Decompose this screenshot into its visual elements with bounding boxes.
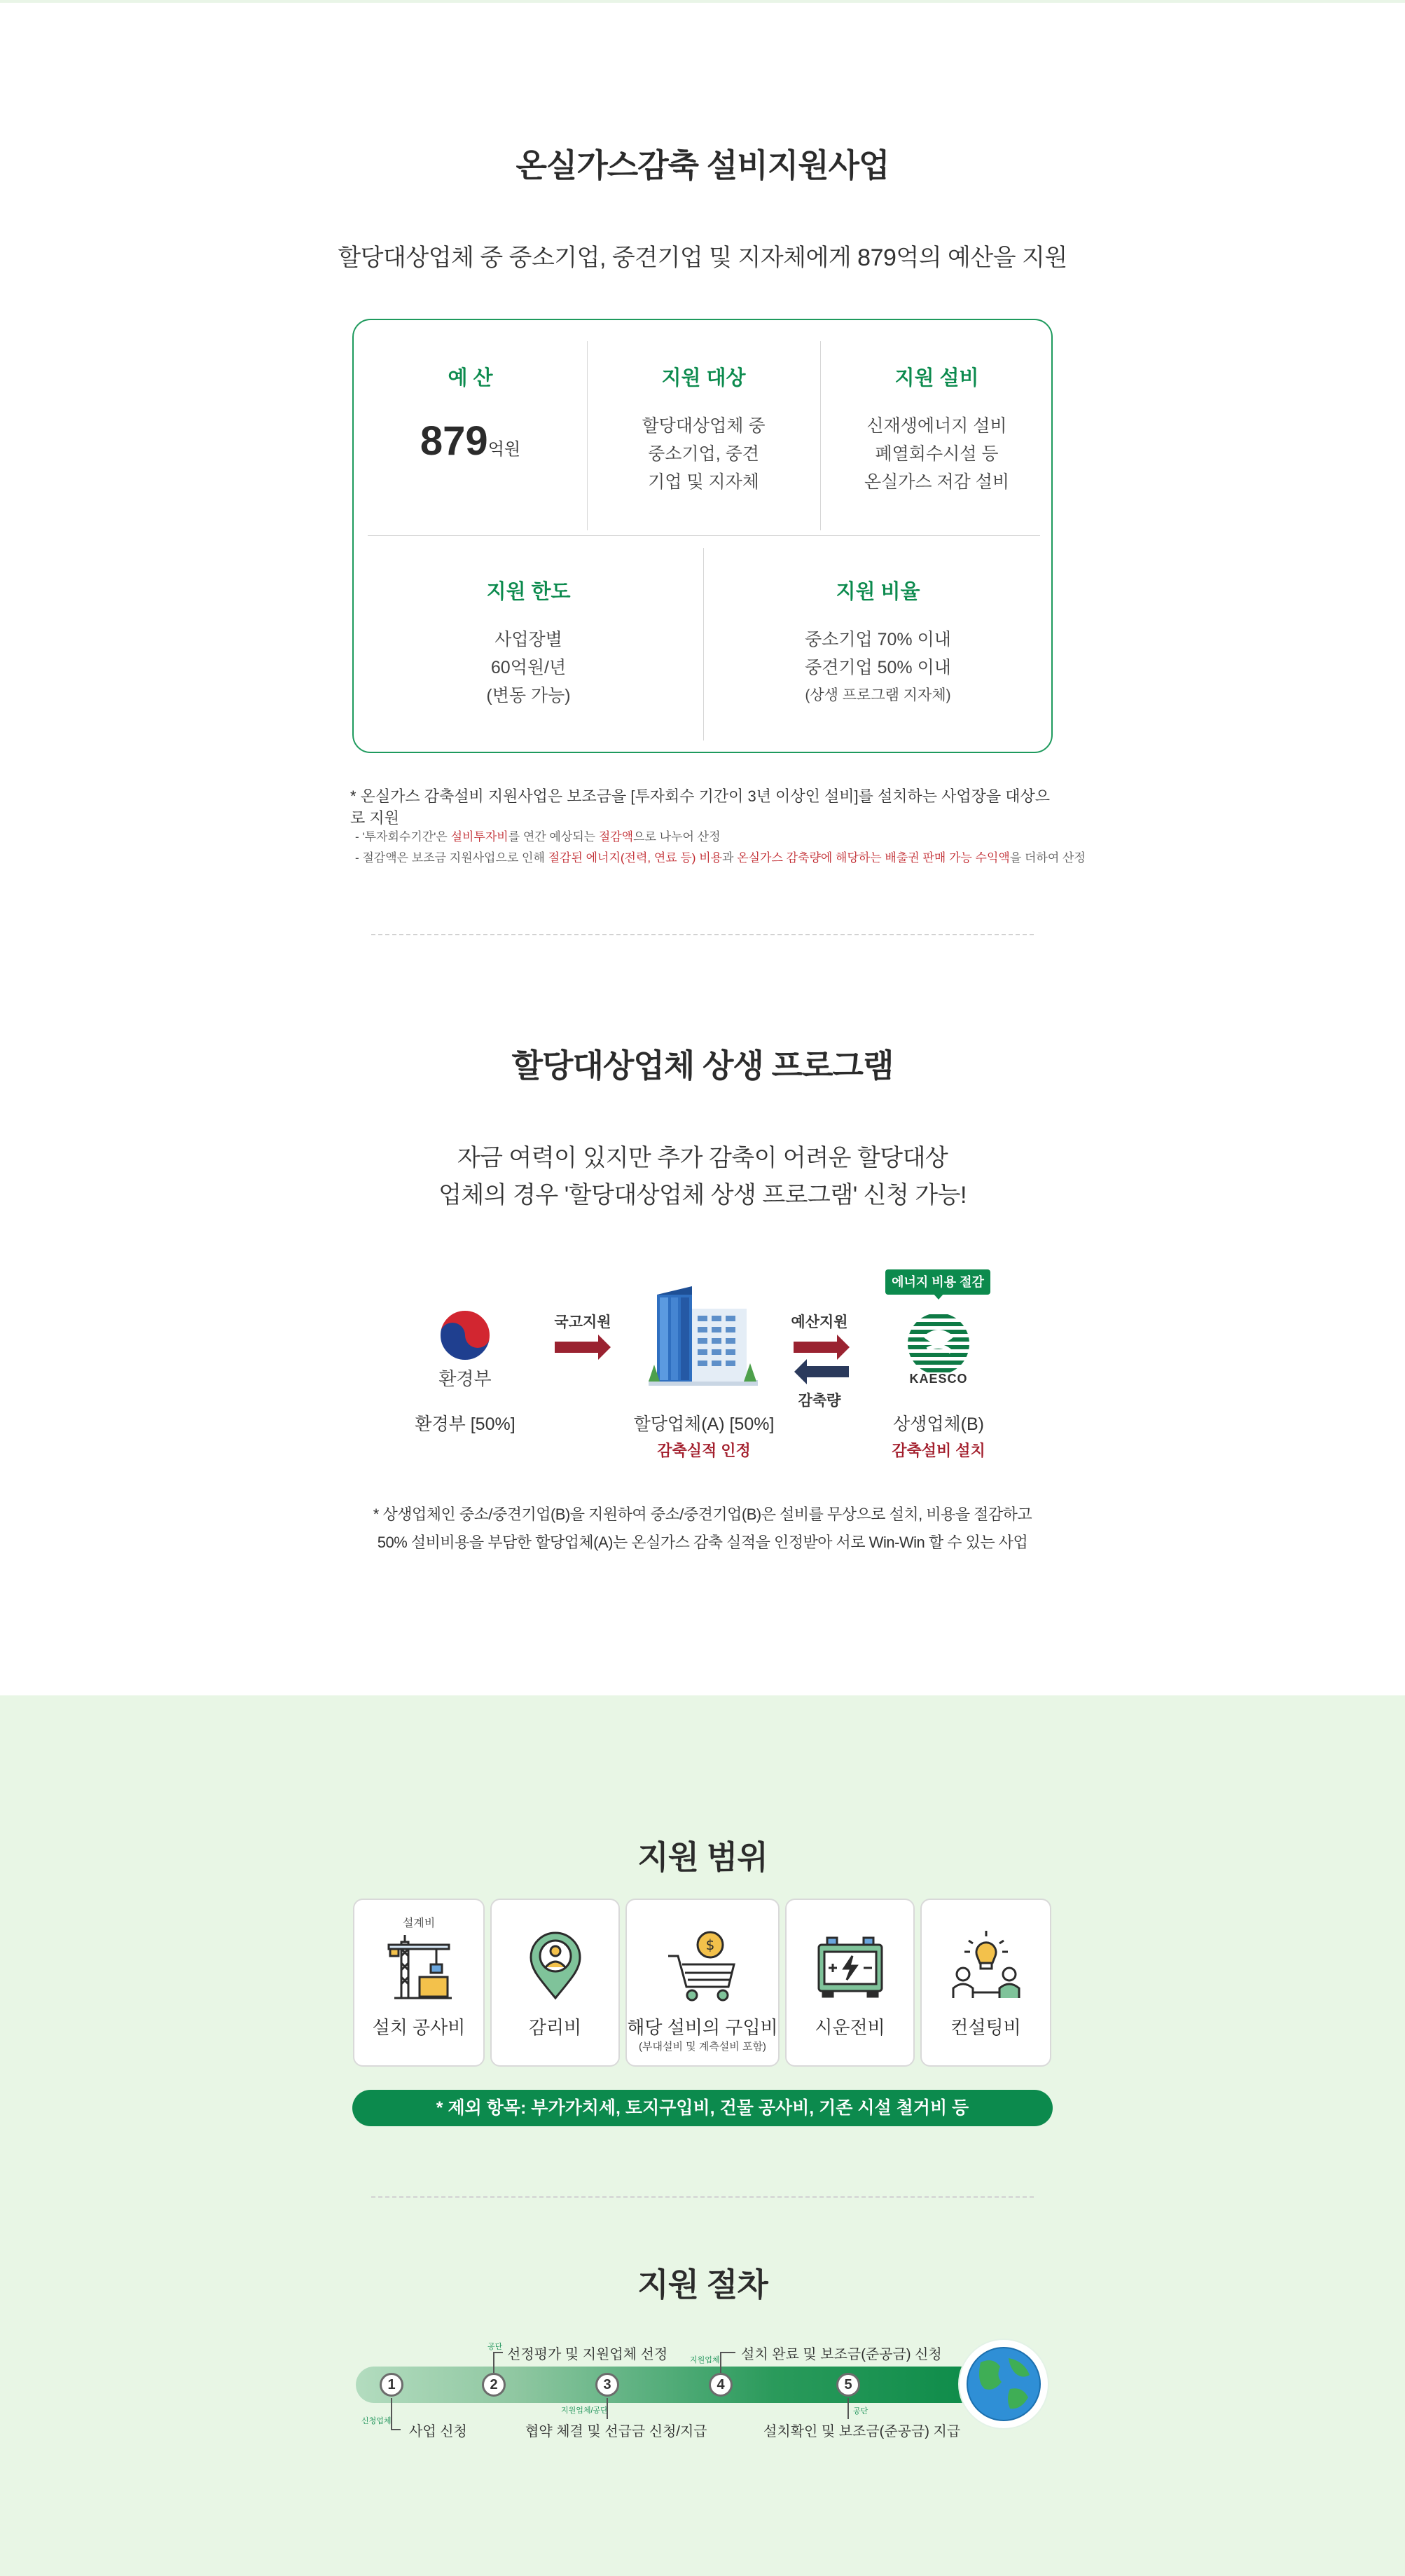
ratio-title: 지원 비율 <box>836 581 920 603</box>
facility-line: 폐열회수시설 등 <box>875 444 999 464</box>
note-text: - 절감액은 보조금 지원사업으로 인해 <box>355 851 548 865</box>
cart-coin-icon <box>664 1928 741 2005</box>
step-label: 설치확인 및 보조금(준공금) 지급 <box>763 2424 961 2439</box>
equipment-section-title: 온실가스감축 설비지원사업 <box>515 147 890 184</box>
ministry-emblem-icon <box>437 1307 493 1363</box>
crane-icon <box>380 1928 457 2005</box>
consulting-icon <box>948 1928 1025 2005</box>
note-text: 과 <box>722 851 738 865</box>
step-marker-4: 4 <box>709 2373 733 2397</box>
globe-icon <box>960 2340 1048 2428</box>
right-arrow-icon <box>794 1342 837 1353</box>
scope-card-tag: 설계비 <box>402 1917 436 1929</box>
scope-card-consulting <box>920 1899 1051 2067</box>
step-tag: 지원업체/공단 <box>561 2406 608 2415</box>
target-line: 중소기업, 중견 <box>648 444 759 464</box>
battery-icon <box>812 1928 889 2005</box>
program-note-line1: * 상생업체인 중소/중견기업(B)을 지원하여 중소/중견기업(B)은 설비를 무상으로 설치, 비용을 절감하고 <box>373 1506 1032 1523</box>
energy-saving-badge: 에너지 비용 절감 <box>885 1269 990 1295</box>
location-person-icon <box>517 1928 594 2005</box>
step-leader-line <box>607 2398 608 2419</box>
arrow1-label: 국고지원 <box>554 1314 611 1330</box>
step-marker-5: 5 <box>836 2373 860 2397</box>
ratio-line: 중소기업 70% 이내 <box>805 630 951 649</box>
company-a-sub: 감축실적 인정 <box>657 1442 751 1459</box>
target-line: 기업 및 지자체 <box>648 472 759 492</box>
ratio-line: (상생 프로그램 지자체) <box>805 687 951 703</box>
step-tag: 공단 <box>853 2407 868 2416</box>
step-leader-line <box>847 2398 849 2419</box>
equipment-subnote-1 <box>355 827 721 844</box>
program-lead-line1: 자금 여력이 있지만 추가 감축이 어려운 할당대상 <box>457 1145 948 1171</box>
scope-card-label: 해당 설비의 구입비 <box>627 2017 778 2038</box>
building-icon <box>647 1282 759 1389</box>
note-highlight: 온실가스 감축량에 해당하는 배출권 판매 가능 수익액 <box>737 851 1010 865</box>
scope-card-purchase <box>625 1899 780 2067</box>
ministry-logo-text: 환경부 <box>438 1368 492 1389</box>
limit-line: 사업장별 <box>494 630 562 649</box>
step-leader-line <box>720 2352 735 2373</box>
budget-title: 예 산 <box>448 367 493 390</box>
scope-card-label: 시운전비 <box>815 2017 885 2038</box>
exclude-items-bar: * 제외 항목: 부가가치세, 토지구입비, 건물 공사비, 기존 시설 철거비 등 <box>352 2090 1053 2126</box>
step-marker-2: 2 <box>482 2373 506 2397</box>
note-text: 을 더하여 산정 <box>1009 851 1086 865</box>
procedure-track <box>356 2367 1000 2403</box>
budget-amount <box>354 418 587 464</box>
summary-box <box>352 319 1053 753</box>
note-highlight: 절감액 <box>598 830 634 843</box>
ministry-label: 환경부 [50%] <box>415 1414 515 1434</box>
budget-unit: 억원 <box>487 440 521 459</box>
program-lead-line2: 업체의 경우 '할당대상업체 상생 프로그램' 신청 가능! <box>438 1182 967 1208</box>
company-b-sub: 감축설비 설치 <box>892 1442 985 1459</box>
step-tag: 신청업체 <box>361 2417 392 2425</box>
procedure-section-title: 지원 절차 <box>637 2266 768 2303</box>
target-title: 지원 대상 <box>661 367 746 390</box>
equipment-note: * 온실가스 감축설비 지원사업은 보조금을 [투자회수 기간이 3년 이상인 설비]를 설치하는 사업장을 대상으로 지원 <box>350 787 1050 827</box>
scope-card-installation <box>353 1899 485 2067</box>
note-highlight: 절감된 에너지(전력, 연료 등) 비용 <box>548 851 723 865</box>
note-text: - '투자회수기간'은 <box>355 830 451 843</box>
top-divider <box>0 0 1405 3</box>
company-a-label: 할당업체(A) [50%] <box>633 1414 775 1434</box>
step-tag: 공단 <box>487 2343 503 2351</box>
program-section-title: 할당대상업체 상생 프로그램 <box>511 1047 894 1084</box>
budget-value: 879 <box>420 418 488 464</box>
limit-title: 지원 한도 <box>486 581 571 603</box>
left-arrow-icon <box>807 1366 849 1377</box>
limit-line: 60억원/년 <box>490 658 567 677</box>
program-note-line2: 50% 설비비용을 부담한 할당업체(A)는 온실가스 감축 실적을 인정받아 서로 Win-Win 할 수 있는 사업 <box>377 1534 1028 1551</box>
step-leader-line <box>493 2352 503 2373</box>
budget-cell <box>354 362 587 464</box>
svg-text:$: $ <box>705 1936 715 1953</box>
target-cell <box>587 362 820 496</box>
limit-line: (변동 가능) <box>486 686 571 705</box>
badge-pointer <box>933 1293 944 1300</box>
step-tag: 지원업체 <box>690 2356 720 2364</box>
scope-card-supervision <box>490 1899 620 2067</box>
company-b-label: 상생업체(B) <box>893 1414 984 1434</box>
scope-card-label: 컨설팅비 <box>950 2017 1021 2038</box>
green-section-background <box>0 1695 1405 2576</box>
facility-line: 신재생에너지 설비 <box>866 416 1007 436</box>
ratio-cell <box>703 576 1053 710</box>
equipment-lead: 할당대상업체 중 중소기업, 중견기업 및 지자체에게 879억의 예산을 지원 <box>338 244 1067 271</box>
scope-card-commissioning <box>785 1899 915 2067</box>
section-divider <box>371 2196 1034 2198</box>
arrow2-top-label: 예산지원 <box>791 1314 848 1330</box>
section-divider <box>371 934 1034 935</box>
scope-card-label: 설치 공사비 <box>372 2017 466 2038</box>
facility-title: 지원 설비 <box>894 367 979 390</box>
note-highlight: 설비투자비 <box>450 830 508 843</box>
equipment-subnote-2 <box>355 848 1086 865</box>
right-arrow-icon <box>555 1342 598 1353</box>
note-text: 를 연간 예상되는 <box>508 830 599 843</box>
kaesco-logo-text: KAESCO <box>909 1372 968 1386</box>
note-text: 으로 나누어 산정 <box>633 830 721 843</box>
ratio-line: 중견기업 50% 이내 <box>805 658 951 677</box>
arrow2-bottom-label: 감축량 <box>798 1393 841 1409</box>
scope-section-title: 지원 범위 <box>637 1839 768 1875</box>
scope-card-label: 감리비 <box>528 2017 582 2038</box>
scope-card-sub: (부대설비 및 계측설비 포함) <box>639 2041 766 2053</box>
facility-line: 온실가스 저감 설비 <box>864 472 1010 492</box>
step-leader-line <box>391 2398 401 2430</box>
divider <box>368 535 1040 536</box>
limit-cell <box>354 576 703 710</box>
step-label: 협약 체결 및 선급금 신청/지급 <box>525 2424 707 2439</box>
step-marker-1: 1 <box>380 2373 403 2397</box>
step-label: 설치 완료 및 보조금(준공금) 신청 <box>741 2347 942 2362</box>
target-line: 할당대상업체 중 <box>642 416 766 436</box>
step-marker-3: 3 <box>595 2373 619 2397</box>
step-label: 사업 신청 <box>409 2424 467 2439</box>
step-label: 선정평가 및 지원업체 선정 <box>507 2347 668 2362</box>
facility-cell <box>820 362 1053 496</box>
